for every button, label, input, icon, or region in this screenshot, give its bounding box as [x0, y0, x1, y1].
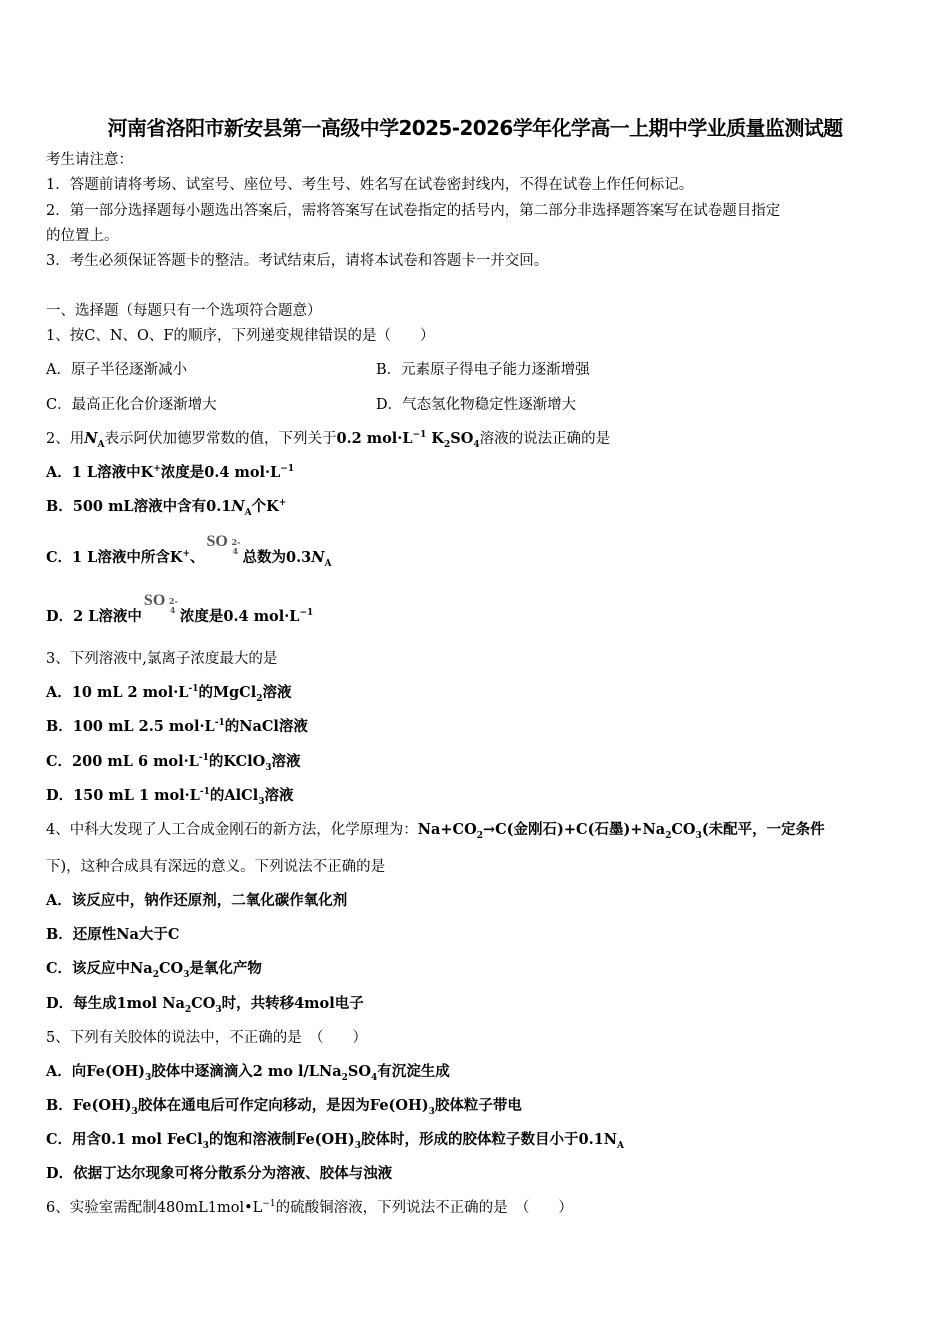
question-4-option-a: A．该反应中，钠作还原剂，二氧化碳作氧化剂: [46, 892, 348, 909]
question-4-option-c: C．该反应中$Na_2CO_3$是氧化产物: [46, 960, 262, 980]
sulfate-ion-formula: SO 2- 4: [206, 533, 241, 556]
question-1-stem: 1、按C、N、O、F的顺序，下列递变规律错误的是（ ）: [46, 328, 435, 344]
question-4-option-b: B．还原性Na大于C: [46, 926, 180, 943]
question-4-option-d: D．每生成1mol $Na_2CO_3$时，共转移4mol电子: [46, 995, 364, 1015]
question-1-option-d: D．气态氢化物稳定性逐渐增大: [376, 397, 577, 413]
question-3-option-c: C．200 mL 6 $mol\cdot L^{-1}$的KClO$_3$溶液: [46, 753, 301, 773]
question-2-option-b: B．500 mL溶液中含有$0.1N_A$个K+: [46, 498, 287, 518]
question-1-option-b: B．元素原子得电子能力逐渐增强: [376, 362, 590, 378]
question-5-option-a: A．向$Fe(OH)_3$胶体中逐滴滴入2 mo $l/LNa_2SO_4$有沉淀生成: [46, 1063, 450, 1083]
page-title: 河南省洛阳市新安县第一高级中学2025-2026学年化学高一上期中学业质量监测试题: [107, 116, 843, 140]
question-3-stem: 3、下列溶液中,氯离子浓度最大的是: [46, 651, 278, 667]
question-2-option-c: C．1 L溶液中所含K+、 SO 2- 4 总数为$0.3N_A$: [46, 533, 332, 569]
question-4-stem: 4、中科大发现了人工合成金刚石的新方法，化学原理为：$Na+CO_2\to C$(金刚石)+C(石墨)$+Na_2CO_3$(未配平，一定条件: [46, 821, 825, 841]
question-2-option-a: A．1 L溶液中K+浓度是0.4 $mol\cdot L^{-1}$: [46, 464, 295, 481]
question-2-stem: 2、用$N_A$表示阿伏加德罗常数的值，下列关于0.2 $mol\cdot L^{-1}$ $K_2SO_4$溶液的说法正确的是: [46, 430, 611, 450]
question-2-option-d: D．2 L溶液中 SO 2- 4 浓度是0.4 $mol\cdot L^{-1}$: [46, 592, 314, 625]
question-5-stem: 5、下列有关胶体的说法中，不正确的是 （ ）: [46, 1030, 367, 1046]
sulfate-ion-formula: SO 2- 4: [143, 592, 178, 615]
question-5-option-c: C．用含0.1 mol FeCl$_3$的饱和溶液制$Fe(OH)_3$胶体时，形成的胶体粒子数目小于$0.1N_A$: [46, 1131, 624, 1151]
question-1-option-c: C．最高正化合价逐渐增大: [46, 397, 217, 413]
notice-item-2: 2．第一部分选择题每小题选出答案后，需将答案写在试卷指定的括号内，第二部分非选择题答案写在试卷题目指定: [46, 203, 781, 219]
section-heading: 一、选择题（每题只有一个选项符合题意）: [46, 303, 322, 319]
question-5-option-b: B．$Fe(OH)_3$胶体在通电后可作定向移动，是因为$Fe(OH)_3$胶体粒子带电: [46, 1097, 522, 1117]
question-4-stem-cont: 下)，这种合成具有深远的意义。下列说法不正确的是: [46, 859, 386, 875]
question-3-option-a: A．10 mL 2 $mol\cdot L^{-1}$的MgCl$_2$溶液: [46, 684, 292, 704]
question-6-stem: 6、实验室需配制$480mL1mol•L^{-1}$的硫酸铜溶液，下列说法不正确的是 （ ）: [46, 1199, 573, 1216]
notice-item-3: 3．考生必须保证答题卡的整洁。考试结束后，请将本试卷和答题卡一并交回。: [46, 253, 549, 269]
question-5-option-d: D．依据丁达尔现象可将分散系分为溶液、胶体与浊液: [46, 1165, 393, 1182]
notice-item-1: 1．答题前请将考场、试室号、座位号、考生号、姓名写在试卷密封线内，不得在试卷上作任何标记。: [46, 177, 694, 193]
notice-heading: 考生请注意：: [46, 152, 133, 168]
question-1-option-a: A．原子半径逐渐减小: [46, 362, 187, 378]
notice-item-2-cont: 的位置上。: [46, 228, 119, 244]
question-3-option-d: D．150 mL 1 $mol\cdot L^{-1}$的AlCl$_3$溶液: [46, 787, 294, 807]
question-3-option-b: B．100 mL 2.5 $mol\cdot L^{-1}$的NaCl溶液: [46, 718, 308, 735]
